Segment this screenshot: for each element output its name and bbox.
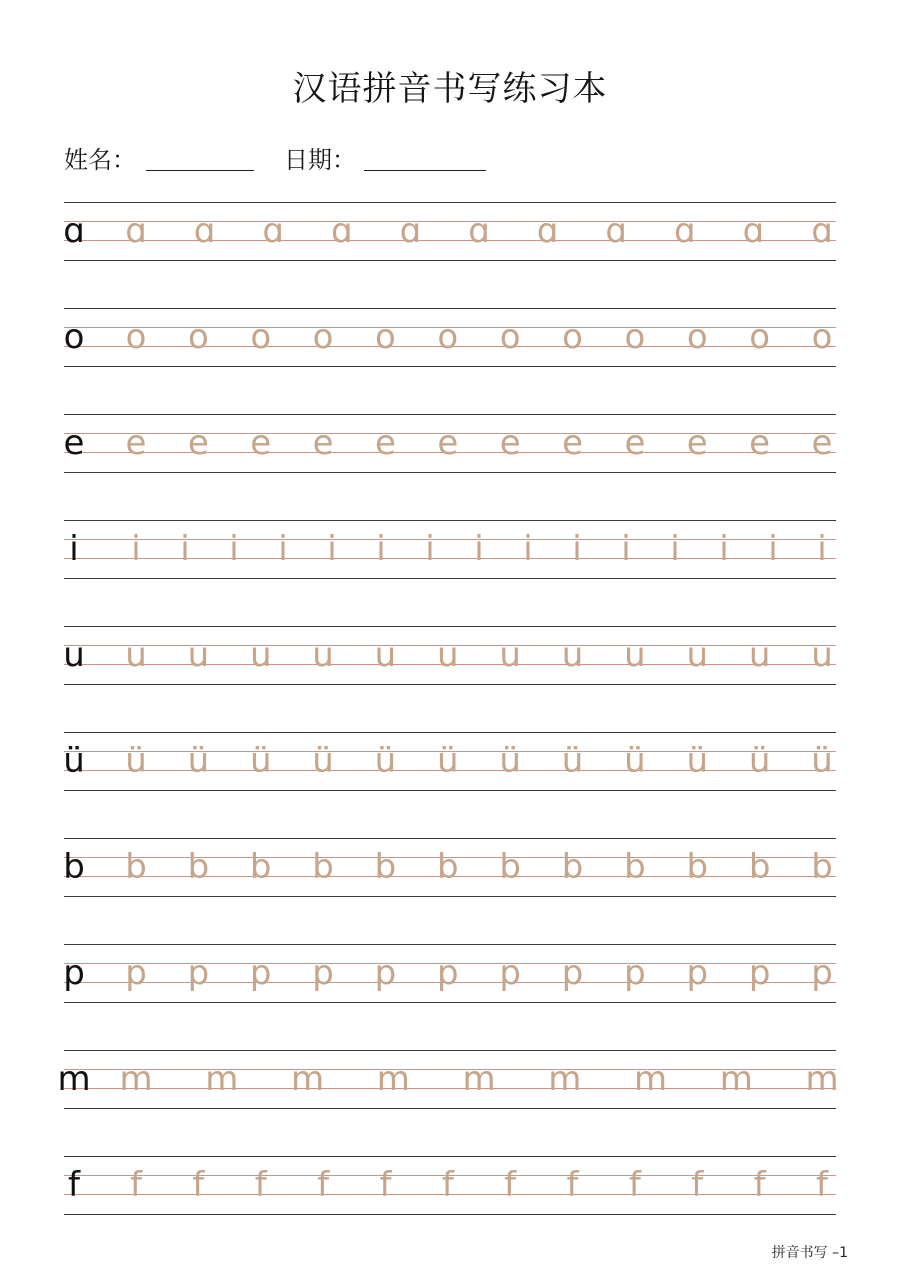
trace-letter[interactable]: u: [686, 635, 709, 675]
trace-letter[interactable]: ɑ: [193, 211, 216, 251]
rule-line: [64, 1108, 836, 1109]
trace-letter[interactable]: b: [437, 847, 459, 887]
trace-letter[interactable]: e: [187, 423, 209, 463]
trace-letter[interactable]: e: [437, 423, 459, 463]
model-letter: o: [63, 317, 85, 357]
rule-line: [64, 260, 836, 261]
trace-letter[interactable]: b: [561, 847, 584, 887]
name-field: [64, 140, 136, 180]
trace-letter[interactable]: ü: [125, 741, 147, 781]
trace-letter[interactable]: f: [441, 1165, 454, 1205]
trace-letter[interactable]: b: [187, 847, 210, 887]
trace-letter[interactable]: p: [686, 953, 709, 993]
trace-letter[interactable]: i: [670, 529, 680, 569]
trace-letter[interactable]: o: [562, 317, 583, 357]
trace-letter[interactable]: i: [719, 529, 729, 569]
trace-letter[interactable]: ü: [748, 741, 771, 781]
rule-line: [64, 520, 836, 521]
rule-line: [64, 1214, 836, 1215]
trace-letter[interactable]: u: [125, 635, 147, 675]
model-letter: f: [68, 1165, 80, 1205]
practice-row: [64, 202, 836, 263]
trace-letter[interactable]: f: [192, 1165, 205, 1205]
trace-letter[interactable]: ü: [249, 741, 272, 781]
trace-letter[interactable]: i: [376, 529, 386, 569]
trace-letter[interactable]: i: [229, 529, 239, 569]
trace-letter[interactable]: e: [562, 423, 583, 463]
date-label: 日期：: [284, 146, 356, 174]
trace-letter[interactable]: m: [548, 1059, 582, 1099]
trace-letter[interactable]: e: [811, 423, 833, 463]
trace-letter[interactable]: f: [566, 1165, 579, 1205]
trace-letter[interactable]: m: [119, 1059, 153, 1099]
trace-letter[interactable]: f: [628, 1165, 641, 1205]
trace-letter[interactable]: b: [249, 847, 272, 887]
trace-letter[interactable]: m: [719, 1059, 753, 1099]
trace-letter[interactable]: p: [374, 953, 397, 993]
trace-letter[interactable]: e: [624, 423, 646, 463]
practice-row: [57, 1050, 839, 1111]
trace-letter[interactable]: b: [624, 847, 646, 887]
rule-line: [64, 944, 836, 945]
date-field: [284, 140, 356, 180]
trace-letter[interactable]: u: [249, 635, 272, 675]
trace-letter[interactable]: u: [811, 635, 833, 675]
trace-letter[interactable]: ɑ: [399, 211, 422, 251]
rule-line: [64, 578, 836, 579]
trace-letter[interactable]: e: [499, 423, 521, 463]
name-blank-line[interactable]: [146, 170, 254, 171]
trace-letter[interactable]: u: [499, 635, 521, 675]
practice-row: [64, 944, 836, 1005]
model-letter: m: [57, 1059, 91, 1099]
trace-letter[interactable]: p: [187, 953, 210, 993]
trace-letter[interactable]: u: [561, 635, 584, 675]
practice-row: [64, 838, 836, 899]
practice-row: [64, 520, 836, 581]
trace-letter[interactable]: e: [374, 423, 396, 463]
trace-letter[interactable]: f: [130, 1165, 142, 1205]
trace-letter[interactable]: i: [474, 529, 484, 569]
rule-line: [64, 838, 836, 839]
rule-line: [64, 202, 836, 203]
practice-row: [64, 1156, 836, 1217]
model-letter: ɑ: [63, 211, 85, 251]
trace-letter[interactable]: f: [816, 1165, 828, 1205]
trace-letter[interactable]: ɑ: [674, 211, 696, 251]
trace-letter[interactable]: p: [748, 953, 771, 993]
trace-letter[interactable]: ü: [437, 741, 459, 781]
trace-letter[interactable]: o: [811, 317, 833, 357]
trace-letter[interactable]: p: [811, 953, 833, 993]
trace-letter[interactable]: ü: [312, 741, 334, 781]
trace-letter[interactable]: f: [317, 1165, 330, 1205]
page-title: 汉语拼音书写练习本: [292, 69, 608, 109]
name-label: 姓名：: [64, 146, 136, 174]
trace-letter[interactable]: p: [125, 953, 147, 993]
trace-letter[interactable]: i: [817, 529, 827, 569]
guide-line: [64, 240, 836, 241]
page-footer: 拼音书写 –1: [771, 1245, 848, 1261]
rule-line: [64, 1002, 836, 1003]
trace-letter[interactable]: ɑ: [468, 211, 490, 251]
rule-line: [64, 1156, 836, 1157]
trace-letter[interactable]: b: [811, 847, 833, 887]
trace-letter[interactable]: i: [278, 529, 288, 569]
trace-letter[interactable]: ɑ: [331, 211, 353, 251]
trace-letter[interactable]: m: [205, 1059, 239, 1099]
rule-line: [64, 790, 836, 791]
trace-letter[interactable]: ɑ: [742, 211, 765, 251]
trace-letter[interactable]: u: [437, 635, 459, 675]
trace-letter[interactable]: ɑ: [605, 211, 627, 251]
trace-letter[interactable]: b: [499, 847, 521, 887]
model-letter: e: [63, 423, 85, 463]
trace-letter[interactable]: p: [561, 953, 584, 993]
trace-letter[interactable]: i: [621, 529, 631, 569]
guide-line: [64, 221, 836, 222]
rule-line: [64, 414, 836, 415]
trace-letter[interactable]: b: [748, 847, 771, 887]
trace-letter[interactable]: m: [462, 1059, 496, 1099]
trace-letter[interactable]: e: [312, 423, 334, 463]
practice-row: [64, 308, 836, 369]
trace-letter[interactable]: f: [753, 1165, 766, 1205]
trace-letter[interactable]: o: [749, 317, 771, 357]
trace-letter[interactable]: o: [686, 317, 708, 357]
trace-letter[interactable]: o: [624, 317, 646, 357]
trace-letter[interactable]: i: [425, 529, 435, 569]
trace-letter[interactable]: i: [327, 529, 337, 569]
rule-line: [64, 472, 836, 473]
trace-letter[interactable]: u: [312, 635, 334, 675]
trace-letter[interactable]: p: [624, 953, 646, 993]
trace-letter[interactable]: b: [686, 847, 709, 887]
practice-row: [64, 414, 836, 475]
trace-letter[interactable]: e: [250, 423, 272, 463]
trace-letter[interactable]: p: [312, 953, 334, 993]
rule-line: [64, 896, 836, 897]
trace-letter[interactable]: p: [249, 953, 272, 993]
trace-letter[interactable]: e: [749, 423, 771, 463]
practice-row: [64, 626, 836, 687]
practice-row: [64, 732, 836, 793]
trace-letter[interactable]: ɑ: [811, 211, 833, 251]
model-letter: u: [63, 635, 85, 675]
trace-letter[interactable]: ɑ: [125, 211, 147, 251]
trace-letter[interactable]: u: [187, 635, 210, 675]
trace-letter[interactable]: f: [504, 1165, 517, 1205]
date-blank-line[interactable]: [364, 170, 486, 171]
rule-line: [64, 366, 836, 367]
rule-line: [64, 684, 836, 685]
trace-letter[interactable]: i: [180, 529, 190, 569]
trace-letter[interactable]: p: [437, 953, 459, 993]
trace-letter[interactable]: e: [686, 423, 708, 463]
trace-letter[interactable]: f: [254, 1165, 267, 1205]
trace-letter[interactable]: ɑ: [262, 211, 284, 251]
trace-letter[interactable]: ü: [499, 741, 521, 781]
trace-letter[interactable]: o: [250, 317, 272, 357]
trace-letter[interactable]: ü: [374, 741, 397, 781]
trace-letter[interactable]: ü: [187, 741, 210, 781]
trace-letter[interactable]: u: [748, 635, 771, 675]
trace-letter[interactable]: f: [691, 1165, 704, 1205]
trace-letter[interactable]: ü: [686, 741, 709, 781]
trace-letter[interactable]: ü: [561, 741, 584, 781]
trace-letter[interactable]: e: [125, 423, 147, 463]
trace-letter[interactable]: o: [499, 317, 521, 357]
trace-letter[interactable]: m: [376, 1059, 410, 1099]
model-letter: b: [63, 847, 85, 887]
model-letter: ü: [63, 741, 85, 781]
trace-letter[interactable]: b: [374, 847, 397, 887]
trace-letter[interactable]: ü: [811, 741, 833, 781]
rule-line: [64, 732, 836, 733]
trace-letter[interactable]: m: [290, 1059, 325, 1099]
trace-letter[interactable]: o: [125, 317, 147, 357]
trace-letter[interactable]: p: [499, 953, 521, 993]
trace-letter[interactable]: i: [572, 529, 582, 569]
trace-letter[interactable]: b: [125, 847, 147, 887]
rule-line: [64, 308, 836, 309]
trace-letter[interactable]: o: [437, 317, 459, 357]
trace-letter[interactable]: m: [633, 1059, 668, 1099]
trace-letter[interactable]: o: [187, 317, 209, 357]
trace-letter[interactable]: i: [131, 529, 141, 569]
trace-letter[interactable]: u: [374, 635, 397, 675]
trace-letter[interactable]: o: [375, 317, 396, 357]
trace-letter[interactable]: m: [805, 1059, 839, 1099]
trace-letter[interactable]: ü: [624, 741, 646, 781]
trace-letter[interactable]: ɑ: [536, 211, 559, 251]
trace-letter[interactable]: u: [624, 635, 646, 675]
rule-line: [64, 626, 836, 627]
trace-letter[interactable]: f: [379, 1165, 392, 1205]
trace-letter[interactable]: b: [312, 847, 334, 887]
trace-letter[interactable]: i: [523, 529, 533, 569]
trace-letter[interactable]: i: [768, 529, 778, 569]
rule-line: [64, 1050, 836, 1051]
model-letter: p: [63, 953, 85, 993]
trace-letter[interactable]: o: [312, 317, 334, 357]
model-letter: i: [69, 529, 79, 569]
